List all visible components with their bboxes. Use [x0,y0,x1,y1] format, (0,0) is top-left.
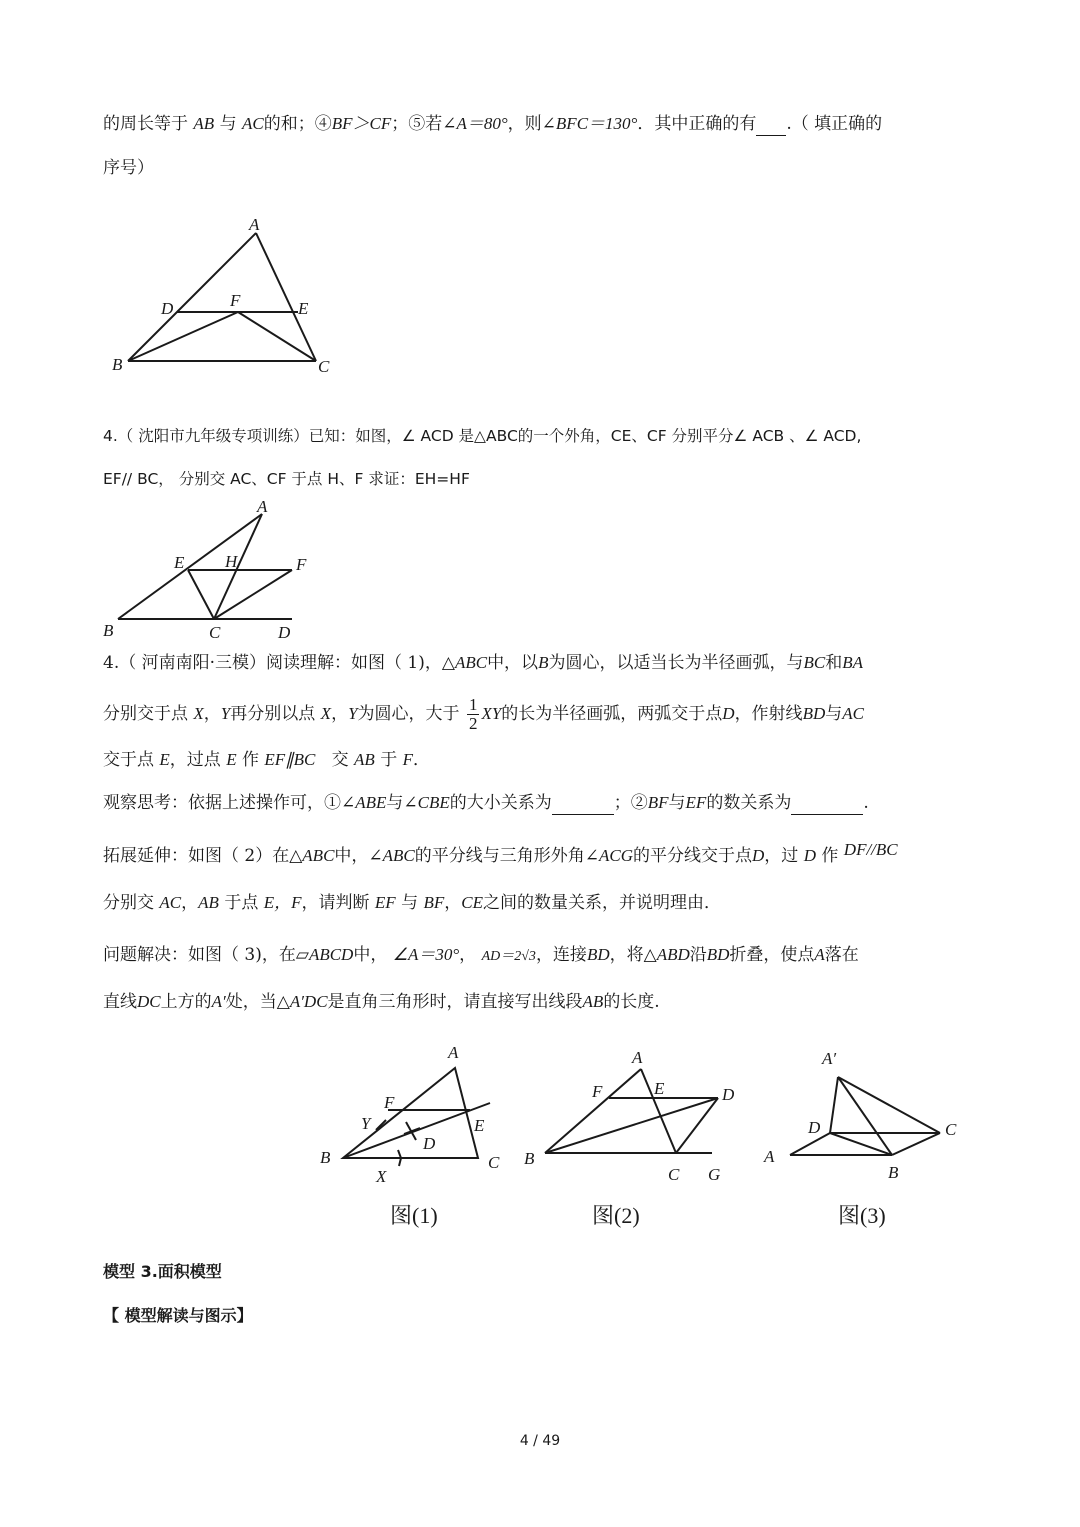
figure-q4a [100,495,320,645]
label-e: E [654,1079,665,1098]
text: AB [354,750,375,769]
q4b-text-line-6 [103,892,721,914]
text: 拓展延伸：如图（ 2）在△ [103,846,303,866]
text: 与 [401,893,419,913]
fraction-one-half [467,696,480,733]
text: ， [444,893,462,913]
text: E [226,750,237,769]
text: CE [461,893,484,912]
figure-q3-triangle [100,210,350,385]
text: ，请判断 [301,893,370,913]
text: 4.（ 沈阳市九年级专项训练）已知：如图，∠ ACD 是△ABC的一个外角，CE、CF 分别平分∠ ACB 、∠ ACD, [103,427,862,445]
text: F [402,750,414,769]
q3-text-line-2 [103,157,154,179]
text: 的和；④ [263,114,332,134]
text: AD＝2√3 [481,949,536,964]
label-g: G [708,1165,721,1184]
label-e: E [474,1116,485,1135]
text: 交 [331,750,349,770]
q4b-text-line-1 [103,652,863,674]
label-c: C [668,1165,680,1184]
label-d: D [722,1085,735,1104]
text: 的长度. [603,992,660,1012]
q4a-text-line-1 [103,425,861,447]
triangle-abc [343,1068,478,1158]
text: A＝80° [456,114,508,133]
text: 于 [380,750,398,770]
text: E [159,750,170,769]
text: 和 [825,653,843,673]
label-f: F [592,1082,603,1101]
answer-blank [791,792,863,815]
text: BD [706,945,730,964]
text: CBE [417,793,450,812]
answer-blank [552,792,614,815]
text: EF [374,893,396,912]
text: ，过点 [169,750,221,770]
page-number: 4 / 49 [519,1433,561,1449]
label-c: C [318,357,330,376]
text: 与∠ [386,793,418,813]
text: ．其中正确的有 [637,114,757,134]
text: 分别交于点 [103,704,188,724]
text: ∠A＝30° [392,945,460,964]
label-f: F [230,291,241,310]
text: 的平分线与三角形外角∠ [414,846,600,866]
text: B [538,653,549,672]
text: ABC [454,653,488,672]
label-y: Y [361,1114,371,1133]
text: ABCD [308,945,354,964]
text: 的长为半径画弧，两弧交于点 [501,704,723,724]
text: EF [685,793,707,812]
answer-blank [756,113,786,136]
text: 与 [825,704,843,724]
text: ， [181,893,199,913]
text: 落在 [824,945,859,965]
label-a: A [257,497,268,516]
text: 的大小关系为 [449,793,552,813]
text: .（ 填正确的 [786,114,883,134]
text: BF [647,793,669,812]
text: 中，∠ [334,846,383,866]
text: 问题解决：如图（ 3)，在▱ [103,945,309,965]
numerator: 1 [468,695,478,714]
text: ，将△ [609,945,657,965]
text: ，连接 [535,945,587,965]
text: 的平分线交于点 [633,846,753,866]
text: DC [137,992,161,1011]
text: Y [348,704,358,723]
q4b-text-line-8 [103,991,660,1013]
text: ABC [302,846,335,865]
text: 于点 [224,893,259,913]
text: 与 [219,114,237,134]
segment-bd [545,1098,718,1153]
label-b: B [103,621,114,640]
text: 上方的 [160,992,212,1012]
text: EF// BC， 分别交 AC、CF 于点 H、F 求证：EH=HF [103,470,470,488]
text: 的周长等于 [103,114,188,134]
label-d: D [278,623,291,642]
text: BD [802,704,826,723]
text: 作 [821,846,839,866]
label-e: E [174,553,185,572]
text: 4.（ 河南南阳·三模）阅读理解：如图（ 1)，△ [103,653,455,673]
text: 折叠，使点 [729,945,815,965]
text: 是直角三角形时，请直接写出线段 [327,992,583,1012]
label-c: C [488,1153,500,1172]
label-a: A [249,215,260,234]
text: ACG [599,846,634,865]
text: 之间的数量关系，并说明理由． [483,893,722,913]
segment-a-prime-c [838,1077,940,1133]
text: BF [423,893,445,912]
text: ABD [656,945,690,964]
text: A′ [211,992,226,1011]
text: DF//BC [843,840,898,859]
text: 沿 [689,945,707,965]
text: 与 [668,793,686,813]
text: X [193,704,204,723]
text: ，过 [764,846,799,866]
text: ；② [613,793,648,813]
text: 直线 [103,992,137,1012]
label-b: B [112,355,123,374]
text: 观察思考：依据上述操作可，①∠ [103,793,356,813]
label-a: A [448,1043,459,1062]
figure-1 [310,1035,520,1235]
segment-a-prime-d [830,1077,838,1133]
q3-text-line-1 [103,113,882,136]
label-d: D [423,1134,436,1153]
text: ，则∠ [507,114,556,134]
label-a-prime: A′ [822,1049,837,1068]
figure-1-caption: 图(1) [390,1203,438,1228]
text: 中， [353,945,388,965]
text: BA [842,653,863,672]
label-a: A [764,1147,775,1166]
segment-ec [188,570,214,619]
segment-db [830,1133,892,1155]
text: 中，以 [487,653,539,673]
text: AC [242,114,264,133]
q4b-text-line-2: 分别交于点 X，Y再分别以点 X，Y为圆心，大于 $\frac{1}{2}$ XY的长为半径画弧，两弧交于点D，作射线BD与AC [103,695,864,733]
text: ；⑤若∠ [391,114,457,134]
q4b-text-line-4: 观察思考：依据上述操作可，①∠ABE与∠CBE的大小关系为 ；②BF与EF的数关系为 . [103,793,869,813]
text: ，作射线 [734,704,803,724]
text: EF∥BC [264,750,316,769]
text: AB [193,114,215,133]
q4b-text-line-3: 交于点 E，过点 E 作 EF∥BC 交 AB 于 F． [103,750,431,770]
label-f: F [296,555,307,574]
label-a: A [632,1048,643,1067]
segment-a-prime-b [838,1077,892,1155]
label-e: E [298,299,309,318]
label-b: B [888,1163,899,1182]
figure-3-caption: 图(3) [838,1203,886,1228]
text: 为圆心，以适当长为半径画弧，与 [548,653,804,673]
label-x: X [376,1167,387,1186]
text: 分别交 [103,893,154,913]
text: A [814,945,825,964]
text: BC [803,653,826,672]
section-title: 模型 3.面积模型 [103,1262,222,1281]
denominator: 2 [468,714,478,733]
figure-2 [520,1040,750,1235]
q4b-text-line-7: 问题解决：如图（ 3)，在▱ABCD中， ∠A＝30°， AD＝2√3，连接BD，将△ABD沿BD折叠，使点A落在 [103,945,859,965]
section-subtitle: 【 模型解读与图示】 [103,1306,253,1325]
figure-3 [760,1040,980,1235]
text: AB [198,893,219,912]
text: ABE [355,793,387,812]
text: D [722,704,735,723]
text: A′DC [289,992,328,1011]
label-d: D [808,1118,821,1137]
text: 处，当△ [225,992,290,1012]
label-f: F [384,1093,395,1112]
text: Y [220,704,231,723]
text: 的数关系为 [706,793,792,813]
text: AC [159,893,182,912]
figure-2-caption: 图(2) [592,1203,640,1228]
segment-bc [892,1133,940,1155]
text: 作 [242,750,259,770]
text: E，F [263,893,302,912]
text: 交于点 [103,750,154,770]
text: ABC [382,846,415,865]
label-d: D [161,299,174,318]
text: BD [586,945,610,964]
text: X [320,704,332,723]
q4b-text-line-5 [103,840,898,867]
text: BF＞CF [331,114,392,133]
label-c: C [209,623,221,642]
label-h: H [225,552,238,571]
text: XY [481,704,502,723]
segment-dc [676,1098,718,1153]
text: 序号） [103,158,154,178]
text: AB [582,992,604,1011]
segment-bf [128,312,238,361]
text: 为圆心，大于 [357,704,460,724]
text: D [752,846,765,865]
text: BFC＝130° [555,114,638,133]
text: AC [842,704,864,723]
text: D [803,846,816,865]
label-b: B [320,1148,331,1167]
label-c: C [945,1120,957,1139]
text: 再分别以点 [230,704,316,724]
label-b: B [524,1149,535,1168]
q4a-text-line-2 [103,468,470,490]
